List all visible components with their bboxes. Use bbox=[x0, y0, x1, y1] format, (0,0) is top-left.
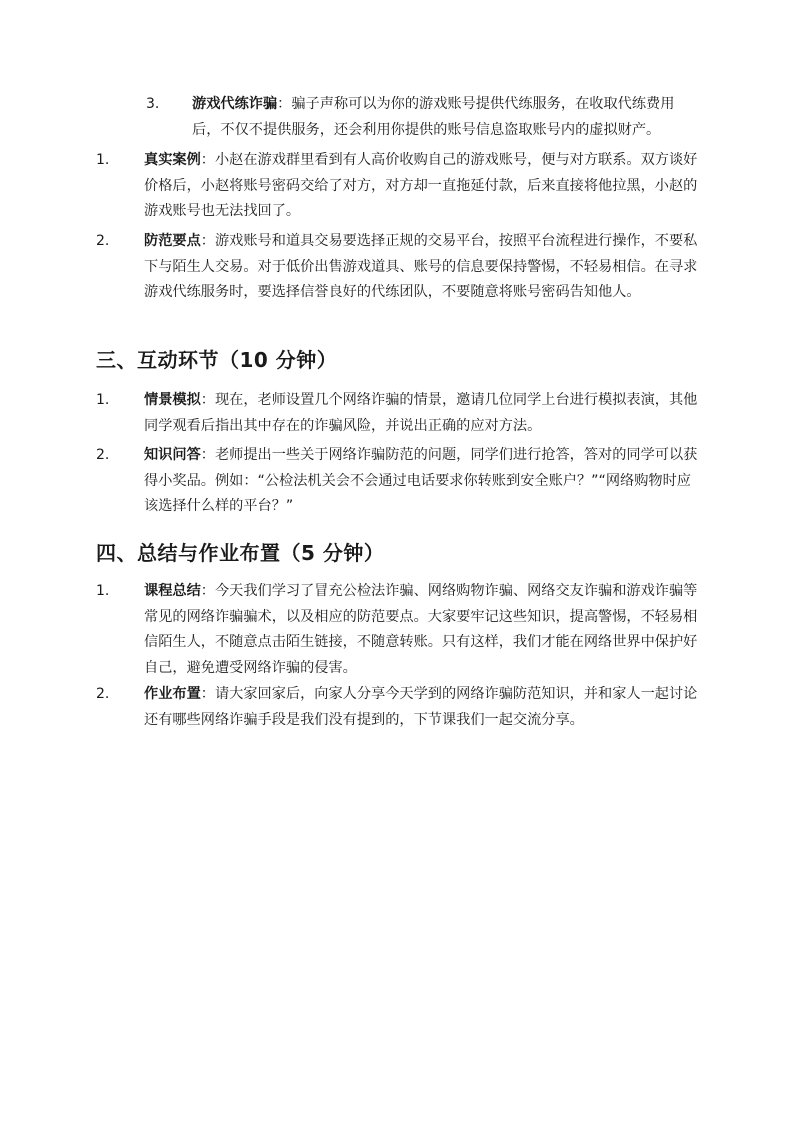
list-item-term: 知识问答 bbox=[144, 447, 201, 463]
list-item-prevention bbox=[144, 229, 700, 306]
list-item-term: 防范要点 bbox=[144, 233, 201, 249]
list-item-real-case bbox=[144, 148, 700, 225]
list-item-text: ：小赵在游戏群里看到有人高价收购自己的游戏账号，便与对方联系。双方谈好价格后，小赵将账号密码交给了对方，对方却一直拖延付款，后来直接将他拉黑，小赵的游戏账号也无法找回了。 bbox=[144, 152, 698, 219]
list-item-text: ：请大家回家后，向家人分享今天学到的网络诈骗防范知识，并和家人一起讨论还有哪些网络诈骗手段是我们没有提到的，下节课我们一起交流分享。 bbox=[144, 686, 698, 728]
list-item-text: ：骗子声称可以为你的游戏账号提供代练服务，在收取代练费用后，不仅不提供服务，还会利用你提供的账号信息盗取账号内的虚拟财产。 bbox=[192, 96, 675, 138]
list-item-course-summary bbox=[144, 579, 700, 681]
list-item-text: ：老师提出一些关于网络诈骗防范的问题，同学们进行抢答，答对的同学可以获得小奖品。例如：“公检法机关会不会通过电话要求你转账到安全账户？”“网络购物时应该选择什么样的平台？” bbox=[144, 447, 698, 514]
list-item-term: 游戏代练诈骗 bbox=[192, 96, 278, 112]
list-item-term: 情景模拟 bbox=[144, 392, 201, 408]
list-number: 2. bbox=[96, 233, 110, 249]
list-item-text: ：现在，老师设置几个网络诈骗的情景，邀请几位同学上台进行模拟表演，其他同学观看后指出其中存在的诈骗风险，并说出正确的应对方法。 bbox=[144, 392, 698, 434]
list-item-game-boosting-scam bbox=[192, 92, 700, 143]
list-item-term: 课程总结 bbox=[144, 583, 201, 599]
section-heading-summary: 四、总结与作业布置（5 分钟） bbox=[96, 541, 385, 565]
list-item-scenario-simulation bbox=[144, 388, 700, 439]
list-item-text: ：今天我们学习了冒充公检法诈骗、网络购物诈骗、网络交友诈骗和游戏诈骗等常见的网络诈骗骗术，以及相应的防范要点。大家要牢记这些知识，提高警惕，不轻易相信陌生人，不随意点击陌生链接，不随意转账。只有这样，我们才能在网络世界中保护好自己，避免遭受网络诈骗的侵害。 bbox=[144, 583, 698, 676]
list-number: 1. bbox=[96, 583, 110, 599]
list-item-term: 作业布置 bbox=[144, 686, 201, 702]
list-item-text: ：游戏账号和道具交易要选择正规的交易平台，按照平台流程进行操作，不要私下与陌生人交易。对于低价出售游戏道具、账号的信息要保持警惕，不轻易相信。在寻求游戏代练服务时，要选择信誉良好的代练团队，不要随意将账号密码告知他人。 bbox=[144, 233, 698, 300]
list-item-term: 真实案例 bbox=[144, 152, 201, 168]
list-number: 2. bbox=[96, 447, 110, 463]
section-heading-interaction: 三、互动环节（10 分钟） bbox=[96, 348, 338, 372]
list-item-homework bbox=[144, 682, 700, 733]
list-number: 2. bbox=[96, 686, 110, 702]
list-number: 3. bbox=[146, 96, 160, 112]
list-item-quiz bbox=[144, 443, 700, 520]
list-number: 1. bbox=[96, 152, 110, 168]
list-number: 1. bbox=[96, 392, 110, 408]
